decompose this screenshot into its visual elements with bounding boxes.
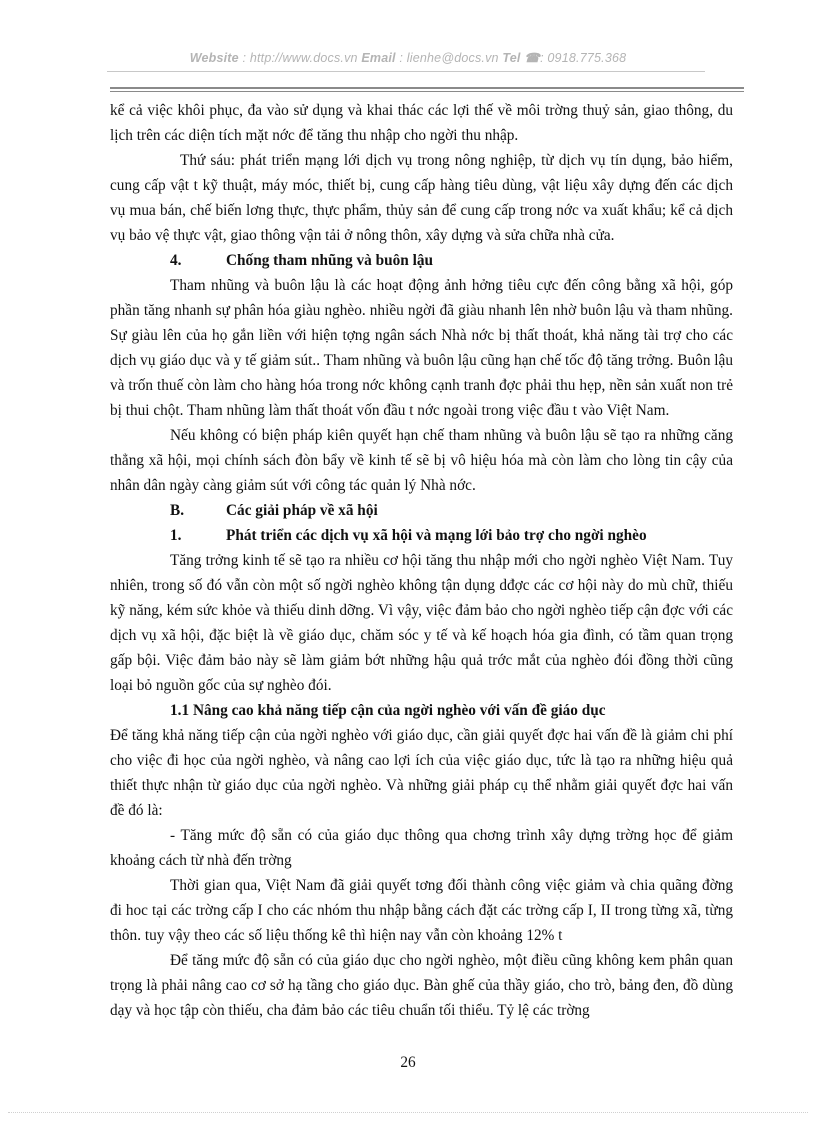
top-divider-thin (110, 91, 744, 92)
tel-label: Tel (502, 51, 521, 65)
heading-number: 4. (170, 252, 182, 269)
tel-value: : 0918.775.368 (540, 51, 627, 65)
paragraph: Để tăng mức độ sẵn có của giáo dục cho ngời nghèo, một điều cũng không kem phân quan trọng là phải nâng cao cơ sở hạ tầng cho giáo dục. Bàn ghế của thầy giáo, cho trò, bảng đen, đồ dùng dạy và học tập còn thiếu, cha đảm bảo các tiêu chuẩn tối thiểu. Tỷ lệ các trờng (110, 952, 733, 1019)
paragraph: Thứ sáu: phát triển mạng lới dịch vụ trong nông nghiệp, từ dịch vụ tín dụng, bảo hiểm, cung cấp vật t kỹ thuật, máy móc, thiết bị, cung cấp hàng tiêu dùng, vật liệu xây dựng đến các dịch vụ mua bán, chế biến lơng thực, thực phẩm, thủy sản để cung cấp trong nớc va xuất khẩu; kể cả dịch vụ bảo vệ thực vật, giao thông vận tải ở nông thôn, xây dựng và sửa chữa nhà cửa. (110, 152, 733, 244)
heading-text: Phát triển các dịch vụ xã hội và mạng lới bảo trợ cho ngời nghèo (226, 527, 647, 544)
paragraph: Tăng trởng kinh tế sẽ tạo ra nhiều cơ hội tăng thu nhập mới cho ngời nghèo Việt Nam. Tuy nhiên, trong số đó vẫn còn một số ngời nghèo không tận dụng dđợc các cơ hội này do mù chữ, thiếu kỹ năng, kém sức khỏe và thiếu dinh dỡng. Vì vậy, việc đảm bảo cho ngời nghèo tiếp cận đợc với các dịch vụ xã hội, đặc biệt là về giáo dục, chăm sóc y tế và kế hoạch hóa gia đình, có tầm quan trọng gấp bội. Việc đảm bảo này sẽ làm giảm bớt những hậu quả trớc mắt của nghèo đói đồng thời cũng loại bỏ nguồn gốc của sự nghèo đói. (110, 552, 733, 694)
section-heading (110, 498, 733, 523)
email-link[interactable]: : lienhe@docs.vn (399, 51, 499, 65)
page-header (108, 50, 708, 65)
paragraph: kể cả việc khôi phục, đa vào sử dụng và khai thác các lợi thế về môi trờng thuỷ sản, giao thông, du lịch trên các diện tích mặt nớc để tăng thu nhập cho ngời thu nhập. (110, 102, 733, 144)
email-label: Email (361, 51, 396, 65)
section-heading (110, 248, 733, 273)
bullet-paragraph: - Tăng mức độ sẵn có của giáo dục thông qua chơng trình xây dựng trờng học để giảm khoảng cách từ nhà đến trờng (110, 827, 733, 869)
website-label: Website (189, 51, 239, 65)
paragraph: Thời gian qua, Việt Nam đã giải quyết tơng đối thành công việc giảm và chia quãng đờng đi hoc tại các trờng cấp I cho các nhóm thu nhập bằng cách đặt các trờng cấp I, II trong từng xã, từng thôn. tuy vậy theo các số liệu thống kê thì hiện nay vẫn còn khoảng 12% t (110, 877, 733, 944)
page-number: 26 (400, 1054, 416, 1071)
header-rule (107, 71, 705, 72)
top-divider-thick (110, 87, 744, 89)
section-heading (110, 523, 733, 548)
heading-number: 1. (170, 527, 182, 544)
website-link[interactable]: : http://www.docs.vn (242, 51, 358, 65)
paragraph: Tham nhũng và buôn lậu là các hoạt động ảnh hởng tiêu cực đến công bằng xã hội, góp phần tăng nhanh sự phân hóa giàu nghèo. nhiều ngời đã giàu nhanh lên nhờ buôn lậu và tham nhũng. Sự giàu lên của họ gắn liền với hiện tợng ngân sách Nhà nớc bị thất thoát, khả năng tài trợ cho các dịch vụ giáo dục và y tế giảm sút.. Tham nhũng và buôn lậu cũng hạn chế tốc độ tăng trởng. Buôn lậu và trốn thuế còn làm cho hàng hóa trong nớc không cạnh tranh đợc phải thu hẹp, nền sản xuất non trẻ bị thui chột. Tham nhũng làm thất thoát vốn đầu t nớc ngoài trong việc đầu t vào Việt Nam. (110, 277, 733, 419)
document-body (110, 98, 733, 1023)
paragraph: Để tăng khả năng tiếp cận của ngời nghèo với giáo dục, cần giải quyết đợc hai vấn đề là giảm chi phí cho việc đi học của ngời nghèo, và nâng cao lợi ích của việc giáo dục, tức là tạo ra những hiệu quả thiết thực nhận từ giáo dục của ngời nghèo. Và những giải pháp cụ thể nhằm giải quyết đợc hai vấn đề đó là: (110, 727, 733, 819)
heading-number: B. (170, 502, 185, 519)
phone-icon: ☎ (524, 51, 541, 65)
subsection-heading: 1.1 Nâng cao khả năng tiếp cận của ngời nghèo với vấn đề giáo dục (170, 702, 606, 719)
heading-text: Các giải pháp về xã hội (226, 502, 378, 519)
heading-text: Chống tham nhũng và buôn lậu (226, 252, 434, 269)
footer-divider (8, 1112, 808, 1113)
paragraph: Nếu không có biện pháp kiên quyết hạn chế tham nhũng và buôn lậu sẽ tạo ra những căng thẳng xã hội, mọi chính sách đòn bẩy về kinh tế sẽ bị vô hiệu hóa mà còn làm cho lòng tin cậy của nhân dân ngày càng giảm sút với công tác quản lý Nhà nớc. (110, 427, 733, 494)
